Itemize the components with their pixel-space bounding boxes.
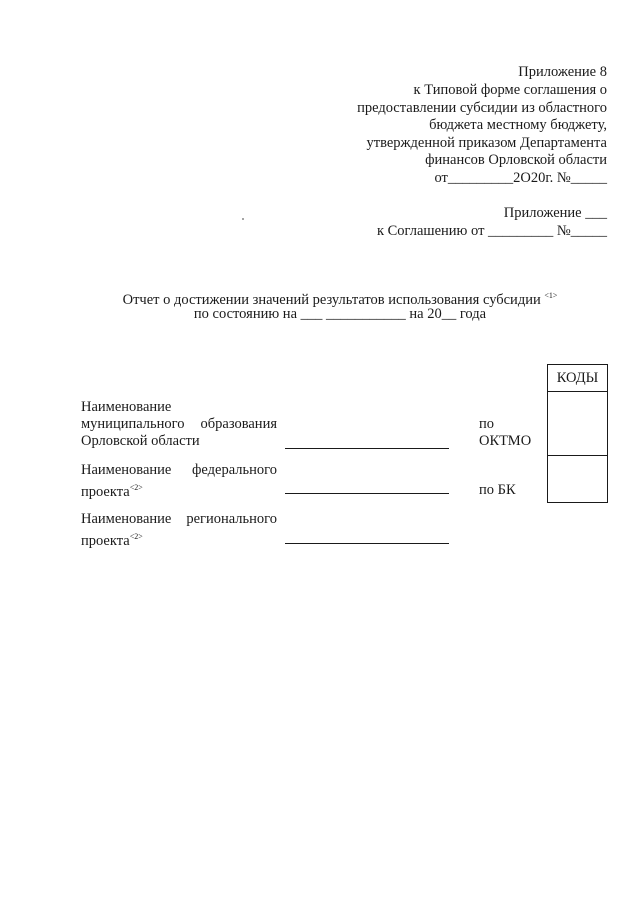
header-line-3: предоставлении субсидии из областного: [357, 100, 607, 116]
appendix-line-1: Приложение ___: [503, 205, 607, 221]
federal-project-label-2: [81, 479, 143, 501]
municipality-label-3: Орловской области: [81, 433, 200, 449]
municipality-label-2: муниципального образования: [81, 416, 277, 432]
regional-project-label-2: [81, 528, 143, 550]
codes-header: КОДЫ: [548, 365, 607, 392]
regional-project-input-line: [285, 543, 449, 544]
municipality-label-1: Наименование: [81, 399, 172, 415]
regional-project-label-text: проекта: [81, 533, 130, 549]
header-line-2: к Типовой форме соглашения о: [413, 82, 607, 98]
federal-project-input-line: [285, 493, 449, 494]
municipality-input-line: [285, 448, 449, 449]
header-line-7: от_________2О20г. №_____: [434, 170, 607, 186]
codes-divider: [548, 455, 607, 456]
oktmo-label-1: по: [479, 416, 495, 432]
federal-project-label-text: проекта: [81, 484, 130, 500]
report-title-text: Отчет о достижении значений результатов использования субсидии: [122, 292, 541, 308]
header-line-1: Приложение 8: [518, 64, 607, 80]
header-line-5: утвержденной приказом Департамента: [366, 135, 607, 151]
scan-speck: [242, 218, 244, 220]
codes-table: [547, 364, 608, 503]
footnote-marker-3: <2>: [129, 532, 143, 541]
footnote-marker-2: <2>: [129, 483, 143, 492]
federal-project-label-1: Наименование федерального: [81, 462, 277, 478]
appendix-line-2: к Соглашению от _________ №_____: [376, 223, 607, 239]
regional-project-label-1: Наименование регионального: [81, 511, 277, 527]
bk-label: по БК: [479, 482, 516, 498]
header-line-4: бюджета местному бюджету,: [429, 117, 607, 133]
footnote-marker-1: <1>: [544, 291, 558, 300]
oktmo-label-2: ОКТМО: [479, 433, 532, 449]
header-line-6: финансов Орловской области: [425, 152, 607, 168]
report-date-line: по состоянию на ___ ___________ на 20__ года: [193, 306, 487, 322]
